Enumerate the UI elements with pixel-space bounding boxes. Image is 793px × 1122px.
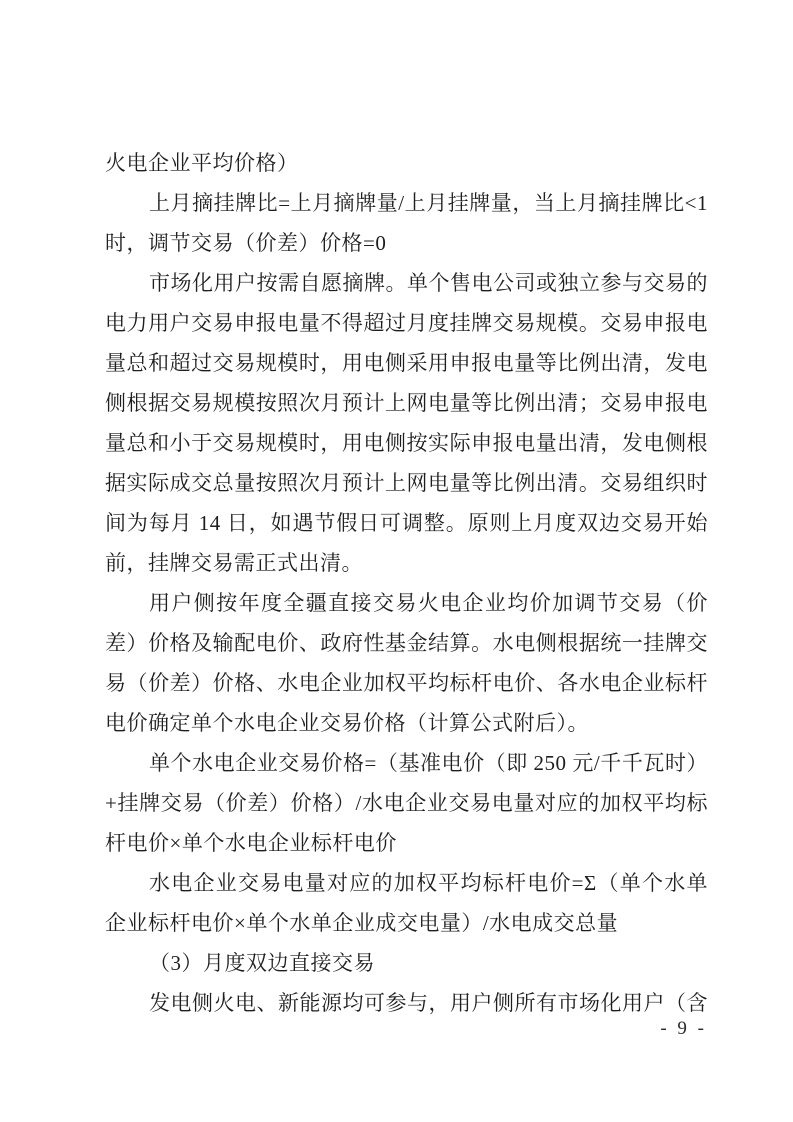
text-line: 水电企业交易电量对应的加权平均标杆电价=Σ（单个水单 xyxy=(149,871,708,895)
text-line: +挂牌交易（价差）价格）/水电企业交易电量对应的加权平均标 xyxy=(105,791,708,815)
text-line: 电价确定单个水电企业交易价格（计算公式附后）。 xyxy=(105,711,589,735)
text-line: 前，挂牌交易需正式出清。 xyxy=(105,551,363,575)
document-body xyxy=(105,143,708,1023)
text-line: 用户侧按年度全疆直接交易火电企业均价加调节交易（价 xyxy=(149,591,708,615)
text-line: 上月摘挂牌比=上月摘牌量/上月挂牌量，当上月摘挂牌比<1 xyxy=(149,191,708,215)
text-line: 电力用户交易申报电量不得超过月度挂牌交易规模。交易申报电 xyxy=(105,311,708,335)
text-line: 时，调节交易（价差）价格=0 xyxy=(105,231,387,255)
text-line: 间为每月 14 日，如遇节假日可调整。原则上月度双边交易开始 xyxy=(105,511,708,535)
text-line: 量总和超过交易规模时，用电侧采用申报电量等比例出清，发电 xyxy=(105,351,708,375)
text-line: 火电企业平均价格） xyxy=(105,151,299,175)
text-line: 发电侧火电、新能源均可参与，用户侧所有市场化用户（含 xyxy=(149,991,708,1015)
text-line: 企业标杆电价×单个水单企业成交电量）/水电成交总量 xyxy=(105,911,619,935)
text-line: 量总和小于交易规模时，用电侧按实际申报电量出清，发电侧根 xyxy=(105,431,708,455)
text-line: 单个水电企业交易价格=（基准电价（即 250 元/千千瓦时） xyxy=(149,751,708,775)
text-line: 差）价格及输配电价、政府性基金结算。水电侧根据统一挂牌交 xyxy=(105,631,708,655)
text-line: 易（价差）价格、水电企业加权平均标杆电价、各水电企业标杆 xyxy=(105,671,708,695)
text-line: 杆电价×单个水电企业标杆电价 xyxy=(105,831,397,855)
text-line: 侧根据交易规模按照次月预计上网电量等比例出清；交易申报电 xyxy=(105,391,708,415)
page-number: - 9 - xyxy=(660,1018,707,1039)
text-line: 据实际成交总量按照次月预计上网电量等比例出清。交易组织时 xyxy=(105,471,708,495)
text-line: 市场化用户按需自愿摘牌。单个售电公司或独立参与交易的 xyxy=(149,271,708,295)
text-line: （3）月度双边直接交易 xyxy=(149,951,375,975)
